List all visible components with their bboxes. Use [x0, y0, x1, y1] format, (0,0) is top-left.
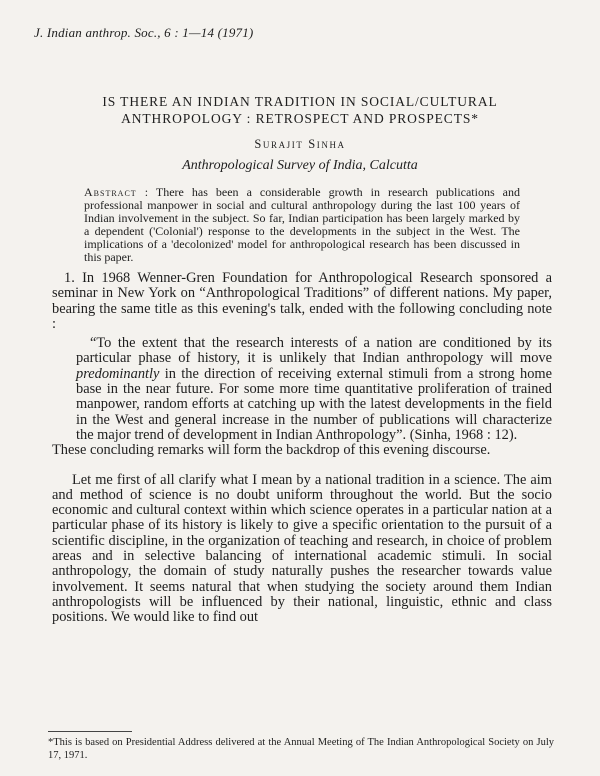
paragraph-1-number: 1. — [64, 270, 75, 286]
abstract-text: : There has been a considerable growth in research publications and professional manpower in social and cultural anthropology during the last 100 years of Indian involvement in the subject. So far, Indian participation has been largely marked by a dependent ('Colonial') response to the developments in the subject in the West. The implications of a 'decolonized' model for anthropological research has been discussed in this paper. — [84, 185, 520, 264]
paragraph-2: Let me first of all clarify what I mean by a national tradition in a science. The aim and method of science is no doubt uniform throughout the world. But the socio economic and cultural context within which science operates in a particular nation at a particular phase of its history is likely to give a specific orientation to the pursuit of a scientific discipline, in the organization of teaching and research, in choice of problem areas and in selective balancing of international academic stimuli. In social anthropology, the domain of study naturally pushes the researcher towards value involvement. It seems natural that when studying the society around them Indian anthropologists will be influenced by their national, linguistic, ethnic and class positions. We would like to find out — [52, 471, 552, 626]
footnote: *This is based on Presidential Address delivered at the Annual Meeting of The Indian Anthropological Society on July 17, 1971. — [48, 737, 554, 761]
quote-text-before: “To the extent that the research interests of a nation are conditioned by its particular phase of history, it is unlikely that Indian anthropology will move — [76, 335, 552, 367]
block-quote — [52, 336, 552, 443]
article-title-line-2: ANTHROPOLOGY : RETROSPECT AND PROSPECTS* — [121, 111, 479, 126]
quote-emphasis: predominantly — [76, 365, 160, 382]
abstract — [84, 186, 520, 264]
author-affiliation: Anthropological Survey of India, Calcutta — [182, 158, 418, 173]
article-title-line-1: IS THERE AN INDIAN TRADITION IN SOCIAL/CULTURAL — [102, 94, 498, 109]
paragraph-1-text: In 1968 Wenner-Gren Foundation for Anthropological Research sponsored a seminar in New York on “Anthropological Traditions” of different nations. My paper, bearing the same title as this evening's talk, ended with the following concluding note : — [52, 270, 552, 332]
footnote-divider — [48, 731, 132, 732]
paragraph-1 — [52, 271, 552, 332]
journal-citation: J. Indian anthrop. Soc., 6 : 1—14 (1971) — [34, 25, 254, 40]
author-name: Surajit Sinha — [254, 137, 346, 151]
abstract-label: Abstract — [84, 185, 137, 199]
quote-text-after: in the direction of receiving external stimuli from a strong home base in the near future. For some more time quantitative proliferation of trained manpower, random efforts at catching up with the latest developments in the field in the West and general increase in the number of publications will characterize the major trend of development in Indian Anthropology”. (Sinha, 1968 : 12). — [76, 365, 552, 443]
body-text — [52, 271, 552, 626]
after-quote-text: These concluding remarks will form the backdrop of this evening discourse. — [52, 442, 491, 459]
